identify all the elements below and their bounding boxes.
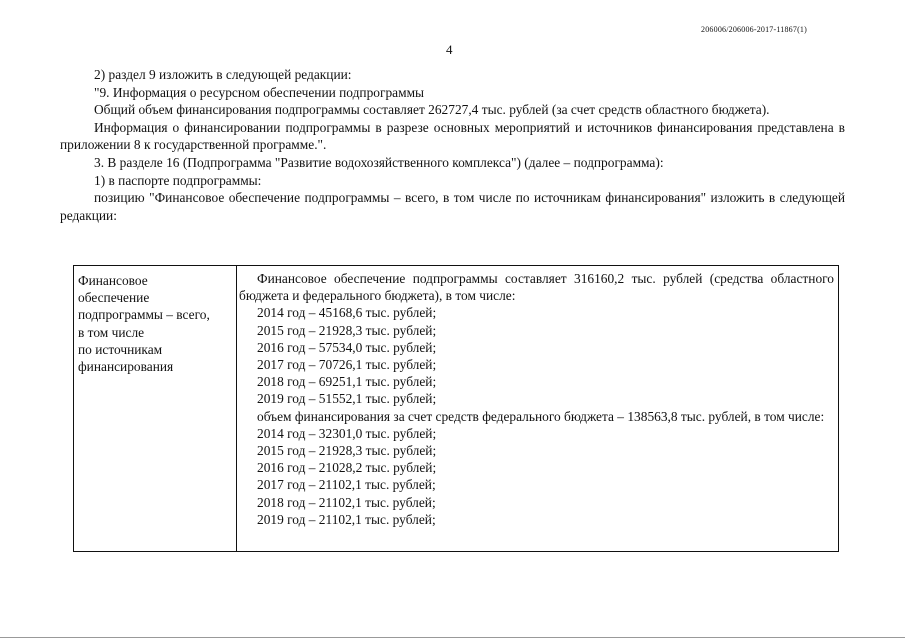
paragraph-section-9-intro: 2) раздел 9 изложить в следующей редакции: — [94, 67, 352, 82]
federal-year-line: 2017 год – 21102,1 тыс. рублей; — [257, 477, 436, 493]
federal-year-line: 2014 год – 32301,0 тыс. рублей; — [257, 425, 437, 441]
federal-year-line: 2016 год – 21028,2 тыс. рублей; — [257, 460, 437, 476]
label-line: обеспечение — [78, 290, 150, 306]
financing-table — [73, 265, 839, 552]
financing-content-cell — [237, 266, 838, 551]
paragraph-position: позицию "Финансовое обеспечение подпрограммы – всего, в том числе по источникам финансирования" изложить в следующей редакции: — [60, 190, 845, 223]
page-number: 4 — [446, 42, 453, 57]
label-line: финансирования — [78, 359, 174, 375]
document-id: 206006/206006-2017-11867(1) — [701, 25, 807, 34]
paragraph-section-16: 3. В разделе 16 (Подпрограмма "Развитие водохозяйственного комплекса") (далее – подпрограмма): — [94, 154, 664, 170]
federal-year-line: 2015 год – 21928,3 тыс. рублей; — [257, 443, 437, 459]
federal-year-line: 2019 год – 21102,1 тыс. рублей; — [257, 511, 436, 527]
total-year-line: 2016 год – 57534,0 тыс. рублей; — [257, 339, 437, 355]
paragraph-total-financing: Общий объем финансирования подпрограммы составляет 262727,4 тыс. рублей (за счет средств областного бюджета). — [94, 102, 770, 118]
label-line: Финансовое — [78, 273, 148, 288]
financing-label-cell — [74, 266, 237, 551]
page-bottom-edge — [0, 637, 905, 638]
total-year-line: 2017 год – 70726,1 тыс. рублей; — [257, 357, 437, 373]
label-line: в том числе — [78, 324, 145, 340]
total-year-line: 2018 год – 69251,1 тыс. рублей; — [257, 374, 437, 390]
total-year-line: 2014 год – 45168,6 тыс. рублей; — [257, 305, 437, 321]
federal-intro: объем финансирования за счет средств федерального бюджета – 138563,8 тыс. рублей, в том числе: — [257, 408, 825, 424]
label-line: по источникам — [78, 341, 163, 357]
financing-intro: Финансовое обеспечение подпрограммы составляет 316160,2 тыс. рублей (средства областного бюджета и федерального бюджета), в том числе: — [239, 271, 834, 304]
paragraph-section-9-title: "9. Информация о ресурсном обеспечении подпрограммы — [94, 84, 425, 100]
federal-year-line: 2018 год – 21102,1 тыс. рублей; — [257, 494, 436, 510]
paragraph-passport: 1) в паспорте подпрограммы: — [94, 172, 262, 188]
body-text — [60, 66, 845, 224]
total-year-line: 2019 год – 51552,1 тыс. рублей; — [257, 391, 437, 407]
label-line: подпрограммы – всего, — [78, 307, 210, 323]
paragraph-financing-info: Информация о финансировании подпрограммы в разрезе основных мероприятий и источников финансирования представлена в приложении 8 к государственной программе.". — [60, 119, 845, 153]
total-year-line: 2015 год – 21928,3 тыс. рублей; — [257, 322, 437, 338]
